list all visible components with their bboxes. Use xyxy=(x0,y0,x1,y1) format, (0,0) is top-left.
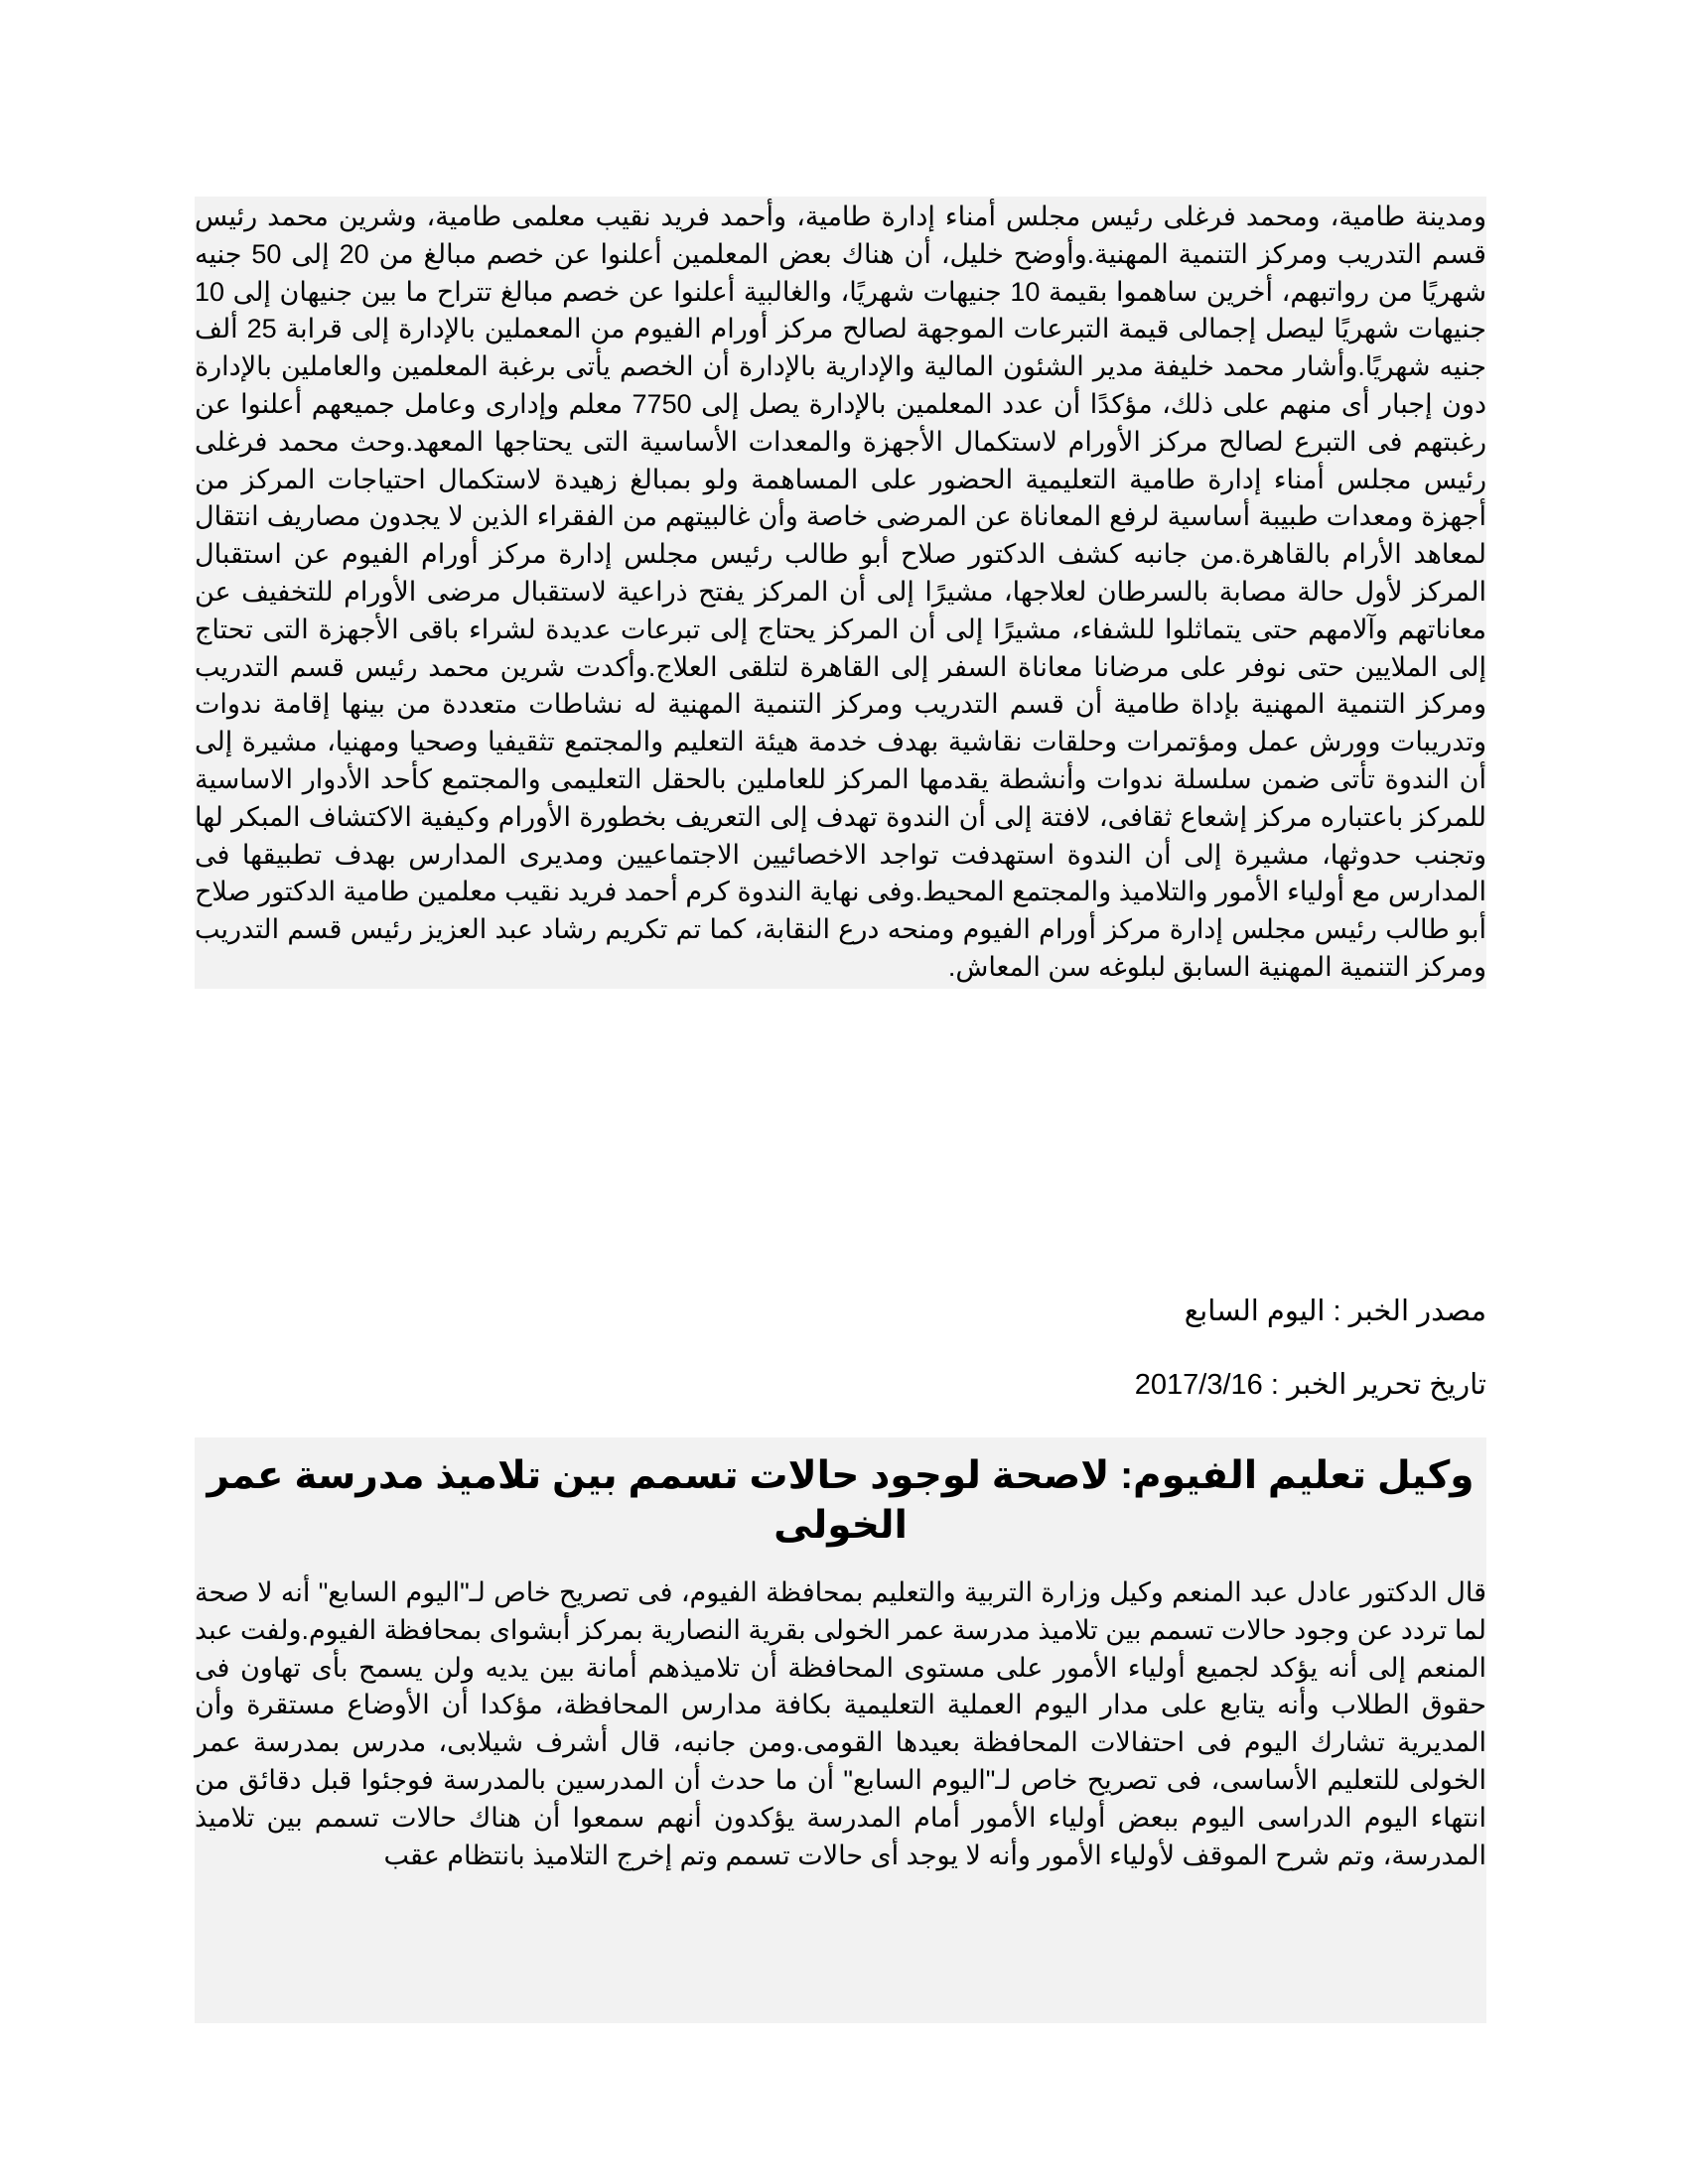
article-body-continued xyxy=(195,197,1486,989)
article-headline: وكيل تعليم الفيوم: لاصحة لوجود حالات تسمم بين تلاميذ مدرسة عمر الخولى xyxy=(207,1454,1475,1547)
news-date-line: تاريخ تحرير الخبر : 2017/3/16 xyxy=(1134,1369,1486,1401)
article-paragraph: قال الدكتور عادل عبد المنعم وكيل وزارة التربية والتعليم بمحافظة الفيوم، فى تصريح خاص لـ"اليوم السابع" أنه لا صحة لما تردد عن وجود حالات تسمم بين تلاميذ مدرسة عمر الخولى بقرية النصارية بمركز أبشواى بمحافظة الفيوم.ولفت عبد المنعم إلى أنه يؤكد لجميع أولياء الأمور على مستوى المحافظة أن تلاميذهم أمانة بين يديه ولن يسمح بأى تهاون فى حقوق الطلاب وأنه يتابع على مدار اليوم العملية التعليمية بكافة مدارس المحافظة، مؤكدا أن الأوضاع مستقرة وأن المديرية تشارك اليوم فى احتفالات المحافظة بعيدها القومى.ومن جانبه، قال أشرف شيلابى، مدرس بمدرسة عمر الخولى للتعليم الأساسى، فى تصريح خاص لـ"اليوم السابع" أن ما حدث أن المدرسين بالمدرسة فوجئوا قبل دقائق من انتهاء اليوم الدراسى اليوم ببعض أولياء الأمور أمام المدرسة يؤكدون أنهم سمعوا أن هناك حالات تسمم بين تلاميذ المدرسة، وتم شرح الموقف لأولياء الأمور وأنه لا يوجد أى حالات تسمم وتم إخرج التلاميذ بانتظام عقب xyxy=(195,1577,1486,1870)
article-paragraph: ومدينة طامية، ومحمد فرغلى رئيس مجلس أمناء إدارة طامية، وأحمد فريد نقيب معلمى طامية، وشرين محمد رئيس قسم التدريب ومركز التنمية المهنية.وأوضح خليل، أن هناك بعض المعلمين أعلنوا عن خصم مبالغ من 20 إلى 50 جنيه شهريًا من رواتبهم، أخرين ساهموا بقيمة 10 جنيهات شهريًا، والغالبية أعلنوا عن خصم مبالغ تتراح ما بين جنيهان إلى 10 جنيهات شهريًا ليصل إجمالى قيمة التبرعات الموجهة لصالح مركز أورام الفيوم من المعملين بالإدارة إلى قرابة 25 ألف جنيه شهريًا.وأشار محمد خليفة مدير الشئون المالية والإدارية بالإدارة أن الخصم يأتى برغبة المعلمين والعاملين بالإدارة دون إجبار أى منهم على ذلك، مؤكدًا أن عدد المعلمين بالإدارة يصل إلى 7750 معلم وإدارى وعامل جميعهم أعلنوا عن رغبتهم فى التبرع لصالح مركز الأورام لاستكمال الأجهزة والمعدات الأساسية التى يحتاجها المعهد.وحث محمد فرغلى رئيس مجلس أمناء إدارة طامية التعليمية الحضور على المساهمة ولو بمبالغ زهيدة لاستكمال احتياجات المركز من أجهزة ومعدات طبيبة أساسية لرفع المعاناة عن المرضى خاصة وأن غالبيتهم من الفقراء الذين لا يجدون مصاريف انتقال لمعاهد الأرام بالقاهرة.من جانبه كشف الدكتور صلاح أبو طالب رئيس مجلس إدارة مركز أورام الفيوم عن استقبال المركز لأول حالة مصابة بالسرطان لعلاجها، مشيرًا إلى أن المركز يفتح ذراعية لاستقبال مرضى الأورام للتخفيف عن معاناتهم وآلامهم حتى يتماثلوا للشفاء، مشيرًا إلى أن المركز يحتاج إلى تبرعات عديدة لشراء باقى الأجهزة التى تحتاج إلى الملايين حتى نوفر على مرضانا معاناة السفر إلى القاهرة لتلقى العلاج.وأكدت شرين محمد رئيس قسم التدريب ومركز التنمية المهنية بإداة طامية أن قسم التدريب ومركز التنمية المهنية له نشاطات متعددة من بينها إقامة ندوات وتدريبات وورش عمل ومؤتمرات وحلقات نقاشية بهدف خدمة هيئة التعليم والمجتمع تثقيفيا وصحيا ومهنيا، مشيرة إلى أن الندوة تأتى ضمن سلسلة ندوات وأنشطة يقدمها المركز للعاملين بالحقل التعليمى والمجتمع كأحد الأدوار الاساسية للمركز باعتباره مركز إشعاع ثقافى، لافتة إلى أن الندوة تهدف إلى التعريف بخطورة الأورام وكيفية الاكتشاف المبكر لها وتجنب حدوثها، مشيرة إلى أن الندوة استهدفت تواجد الاخصائيين الاجتماعيين ومديرى المدارس بهدف تطبيقها فى المدارس مع أولياء الأمور والتلاميذ والمجتمع المحيط.وفى نهاية الندوة كرم أحمد فريد نقيب معلمين طامية الدكتور صلاح أبو طالب رئيس مجلس إدارة مركز أورام الفيوم ومنحه درع النقابة، كما تم تكريم رشاد عبد العزيز رئيس قسم التدريب ومركز التنمية المهنية السابق لبلوغه سن المعاش. xyxy=(195,202,1486,982)
article-body xyxy=(195,1574,1486,1874)
news-source-line: مصدر الخبر : اليوم السابع xyxy=(1184,1296,1486,1327)
